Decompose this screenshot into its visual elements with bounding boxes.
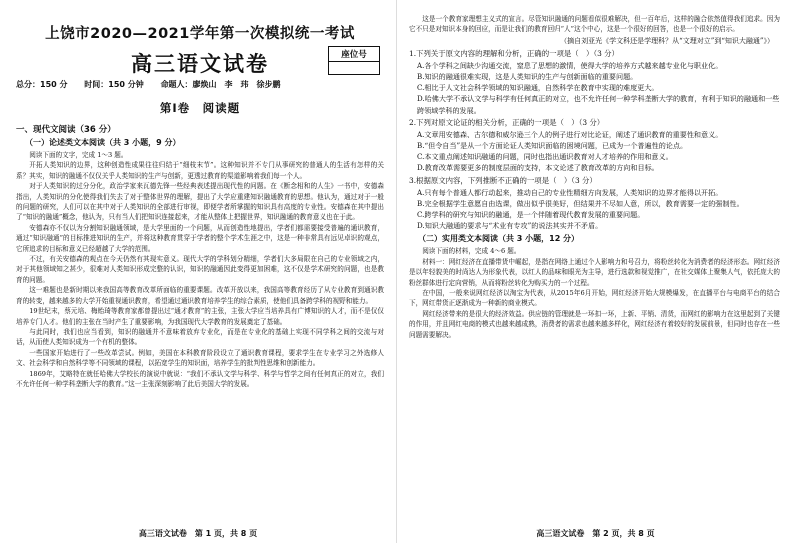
seat-number-label: 座位号 [329, 47, 379, 62]
exam-meta [16, 79, 384, 90]
material-paragraph: 在中国，一般来说网红经济以淘宝为代表，从2015年6月开始，网红经济开始大规模爆发，在直播平台与电商平台的结合下，网红带货正逐渐成为一种新的商业模式。 [409, 289, 780, 308]
subsection-title: （二）实用类文本阅读（共 3 小题，12 分） [418, 234, 580, 244]
question-option: D.教育改革需要更多的制度层面的支持，本文论述了教育改革的方向和目标。 [417, 163, 659, 173]
seat-number-box [328, 46, 380, 75]
section-title: 一、现代文阅读（36 分） [16, 125, 116, 135]
question-option: C.本文重点阐述知识融通的问题，同时也指出通识教育对人才培养的作用和意义。 [417, 152, 673, 162]
passage-paragraph: 一些国家开始进行了一些改革尝试。例如，美国在本科教育阶段设立了通识教育课程，要求学生在专业学习之外选修人文、社会科学和自然科学等不同领域的课程，以拓宽学生的知识面，培养学生的批判性思维和创新能力。 [16, 348, 384, 368]
seat-number-blank [329, 62, 379, 74]
material-paragraph: 网红经济带来的是很大的经济效益。供应链的管理就是一环扣一环，上新、平销、清货，而网红的影响力在这里起到了关键的作用，并且网红电商的模式也越来越成熟，消费者的需求也越来越多样化，网红经济有着较好的发展前景，但同时也存在一些问题需要解决。 [409, 309, 780, 339]
page-footer: 高三语文试卷 第 2 页，共 8 页 [536, 529, 655, 538]
passage-source: （摘自刘亚光《学文科还是学理科？从“文理对立”到“知识大融通”》） [560, 36, 774, 45]
material-paragraph: 材料一：网红经济在直播带货中崛起，是指在网络上通过个人影响力和号召力，将粉丝转化为消费者的经济形态。网红经济是以年轻貌美的时尚达人为形象代表，以红人的品味和眼光为主导，进行选款和视觉推广，在社交媒体上聚集人气，依托庞大的粉丝群体进行定向营销，从而将粉丝转化为购买力的一个过程。 [409, 257, 780, 287]
passage-paragraph: 开拓人类知识的边界，这种创造性成果往往归结于“细枝末节”。这种知识并不专门从事研究的普通人的生活有怎样的关系？其实，知识的融通不仅仅关乎人类知识的生产与创新，更透过教育的渠道影响着我们每一个人。 [16, 161, 384, 180]
question-option: C.相比于人文社会科学领域的知识融通，自然科学在教育中实现的难度更大。 [417, 83, 659, 93]
page-footer: 高三语文试卷 第 1 页，共 8 页 [138, 529, 258, 538]
passage-paragraph: 这一难题也是新时期以来我国高等教育改革所面临的重要课题。改革开放以来，我国高等教育经历了从专业教育到通识教育的转变，越来越多的大学开始重视通识教育，希望通过通识教育培养学生的综合素质，使他们具备跨学科的视野和能力。 [16, 286, 384, 305]
question-option: A.文章用安德森、古尔德和威尔逊三个人的例子进行对比论证，阐述了通识教育的重要性和意义。 [417, 129, 723, 139]
question-option: C.跨学科的研究与知识的融通，是一个伴随着现代教育发展的重要问题。 [417, 210, 645, 220]
subject-title-row [16, 45, 384, 75]
question-option: D.知识大融通的要求与“术业有专攻”的说法其实并不矛盾。 [417, 221, 603, 231]
question-option: A.只有每个普通人都行动起来，推动自己的专业性精细方向发展，人类知识的边界才能得以开拓。 [417, 187, 723, 197]
reading-intro: 阅读下面的材料，完成 4～6 题。 [422, 247, 521, 256]
question-stem: 3.根据原文内容，下列推断不正确的一项是（ ）（3 分） [409, 175, 597, 185]
passage-paragraph: 安德森亦不仅以为分割知识融通领域，是大学里面的一个问题，从而创造性地提出，学者们都需要接受普遍的通识教育，通过“知识融通”的目标推进知识的生产，并将这种教育贯穿于学者的整个学术生涯之中，这是一种非常具有远见卓识的观点，它所追求的目标和意义已经超越了大学的范围。 [16, 223, 384, 253]
question-option: B.完全根据学生意愿自由选课，做出似乎很美好，但结果并不尽如人意，所以，教育需要一定的强制性。 [417, 198, 744, 208]
subject-title: 高三语文试卷 [131, 52, 269, 76]
passage-paragraph: 19世纪末，蔡元培、梅贻琦等教育家都曾提出过“通才教育”的主张，主张大学应当培养具有广博知识的人才，而不是仅仅培养专门人才。他们的主张在当时产生了重要影响，为我国现代大学教育的发展奠定了基础。 [16, 307, 384, 326]
passage-paragraph: 与此同时，我们也应当看到，知识的融通并不意味着放弃专业化，而是在专业化的基础上实现不同学科之间的交流与对话，从而使人类知识成为一个有机的整体。 [16, 327, 384, 347]
setters: 命题人：廖焕山 李 玮 徐步鹏 [160, 80, 281, 89]
total-score: 总分：150 分 [16, 80, 68, 89]
question-stem: 1.下列关于原文内容的理解和分析，正确的一项是（ ）（3 分） [409, 48, 619, 58]
exam-title: 上饶市2020—2021学年第一次模拟统一考试 [45, 26, 355, 42]
question-stem: 2.下列对原文论证的相关分析，正确的一项是（ ）（3 分） [409, 117, 605, 127]
volume-title: 第Ⅰ卷 阅读题 [159, 101, 241, 115]
question-option: B.“但令自当”是从一个方面论证人类知识面临的困境问题，已成为一个普遍性的论点。 [417, 141, 688, 151]
exam-page-right [397, 0, 794, 543]
passage-paragraph: 对于人类知识的过分分化，政治学家来瓦德先锋一些经典表述提出现代性的问题。在《断念相和的人生》一书中，安德森指出，人类知识的分化使得我们失去了对于整体世界的理解，提出了大学应重建知识融通教育的思想。他认为，通过对于一般的问题的研究，人们可以在其中对于人类知识的全部进行审视，即便学者所掌握的知识具有高度的专业性。安德森在其中提出了“知识的融通”概念，他认为，只有当人们把知识连接起来，才能从整体上把握世界，知识融通的教育意义也在于此。 [16, 182, 384, 222]
passage-paragraph: 不过，有关安德森的观点在今天仍然有其现实意义。现代大学的学科划分精细，学者们大多局限在自己的专业领域之内，对于其他领域知之甚少，很难对人类知识形成完整的认识，知识的融通因此变得更加困难，这不仅是学术研究的问题，也是教育的问题。 [16, 255, 384, 284]
subsection-title: （一）论述类文本阅读（共 3 小题，9 分） [25, 138, 181, 147]
passage-paragraph: 1869年，艾略特在就任哈佛大学校长的演说中就说：“我们不承认文学与科学、科学与哲学之间有任何真正的对立，我们不允许任何一种学科垄断大学的教育。”这一主张深刻影响了此后美国大学的发展。 [16, 369, 384, 388]
question-option: D.哈佛大学不承认文学与科学有任何真正的对立，也不允许任何一种学科垄断大学的教育，有利于知识的融通和一些跨领域学科的发展。 [417, 94, 780, 115]
question-option: A.各个学科之间缺少沟通交流，窒息了思想的激情，使得大学的培养方式越来越专业化与职业化。 [417, 60, 723, 70]
passage-paragraph: 这是一个教育家理想主义式的宣言。尽管知识融通的问题看似很难解决，但一百年后，这样的融合依然值得我们追求。因为它不只是对知识本身的回应，而是让我们的教育回归“人”这个中心，这是一个很好的回答，也是一个很好的启示。 [409, 15, 780, 34]
time-limit: 时间：150 分钟 [84, 80, 144, 89]
question-option: B.知识的融通很难实现，这是人类知识的生产与创新面临的重要问题。 [417, 72, 638, 82]
reading-intro: 阅读下面的文字，完成 1～3 题。 [29, 151, 128, 159]
